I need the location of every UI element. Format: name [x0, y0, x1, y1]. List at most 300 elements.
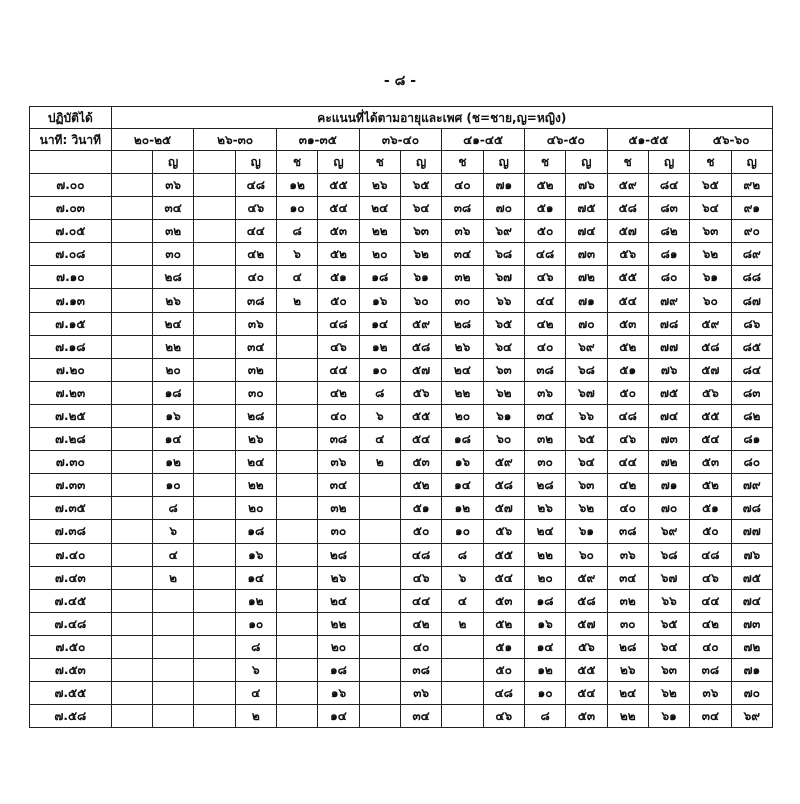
score-cell — [111, 635, 152, 658]
score-cell: ๕๑ — [524, 197, 565, 220]
score-cell: ๕๘ — [483, 474, 524, 497]
score-cell: ๗๖ — [648, 358, 689, 381]
time-cell: ๗.๕๘ — [30, 705, 112, 728]
score-cell: ๗๗ — [648, 335, 689, 358]
score-cell: ๕๙ — [607, 174, 648, 197]
sex-label: ช — [690, 151, 731, 174]
score-cell: ๕๒ — [690, 474, 731, 497]
score-cell: ๔๘ — [524, 243, 565, 266]
score-cell: ๑๐ — [442, 520, 483, 543]
table-row — [30, 289, 773, 312]
score-cell: ๗๑ — [566, 289, 607, 312]
score-cell — [194, 428, 235, 451]
score-cell — [152, 682, 193, 705]
age-group-header: ๔๑-๔๕ — [442, 129, 525, 151]
score-cell: ๒ — [276, 289, 317, 312]
time-cell: ๗.๐๘ — [30, 243, 112, 266]
score-cell: ๓๐ — [524, 451, 565, 474]
score-cell — [276, 612, 317, 635]
table-row — [30, 197, 773, 220]
score-cell: ๓๒ — [318, 497, 359, 520]
score-cell — [276, 404, 317, 427]
score-cell — [152, 705, 193, 728]
score-cell: ๔๐ — [690, 635, 731, 658]
score-cell: ๖๔ — [400, 197, 441, 220]
score-cell — [442, 658, 483, 681]
score-cell: ๗๑ — [731, 658, 772, 681]
score-cell: ๗๑ — [648, 474, 689, 497]
score-cell: ๔๐ — [442, 174, 483, 197]
score-cell: ๒๐ — [359, 243, 400, 266]
score-cell: ๖๑ — [566, 520, 607, 543]
score-cell: ๒๔ — [524, 520, 565, 543]
score-cell: ๗๙ — [648, 289, 689, 312]
score-cell — [359, 658, 400, 681]
score-cell: ๘๔ — [648, 174, 689, 197]
score-cell: ๒๘ — [235, 404, 276, 427]
score-cell — [194, 497, 235, 520]
score-cell: ๒๖ — [442, 335, 483, 358]
score-cell: ๗๖ — [566, 174, 607, 197]
sex-label — [194, 151, 235, 174]
score-cell — [194, 566, 235, 589]
score-cell: ๗๐ — [483, 197, 524, 220]
score-cell: ๘๕ — [731, 335, 772, 358]
score-cell: ๖๕ — [400, 174, 441, 197]
score-cell: ๑๐ — [276, 197, 317, 220]
score-cell: ๖๔ — [566, 451, 607, 474]
score-cell: ๖๑ — [690, 266, 731, 289]
score-cell: ๔๒ — [690, 612, 731, 635]
score-cell: ๔๐ — [524, 335, 565, 358]
score-cell: ๔๖ — [318, 335, 359, 358]
score-cell: ๕๓ — [318, 220, 359, 243]
table-row — [30, 658, 773, 681]
score-cell — [111, 451, 152, 474]
table-title: คะแนนที่ได้ตามอายุและเพศ (ช=ชาย,ญ=หญิง) — [111, 107, 772, 129]
score-cell: ๗๓ — [566, 243, 607, 266]
score-cell: ๒๔ — [318, 589, 359, 612]
score-cell: ๕๔ — [318, 197, 359, 220]
score-cell: ๓๖ — [235, 312, 276, 335]
score-cell: ๒๘ — [442, 312, 483, 335]
score-cell: ๓๐ — [152, 243, 193, 266]
score-cell: ๓๖ — [442, 220, 483, 243]
score-cell: ๕๙ — [690, 312, 731, 335]
score-cell: ๔ — [359, 428, 400, 451]
score-cell: ๒๐ — [524, 566, 565, 589]
score-cell: ๓๖ — [318, 451, 359, 474]
score-cell: ๑๘ — [235, 520, 276, 543]
score-cell: ๖๙ — [483, 220, 524, 243]
score-cell: ๒๖ — [359, 174, 400, 197]
score-cell: ๒๒ — [318, 612, 359, 635]
score-cell: ๑๘ — [359, 266, 400, 289]
score-cell — [194, 658, 235, 681]
score-cell: ๖๘ — [483, 243, 524, 266]
score-cell: ๑๖ — [318, 682, 359, 705]
score-cell: ๕๐ — [690, 520, 731, 543]
score-cell: ๑๔ — [442, 474, 483, 497]
score-cell: ๕๓ — [483, 589, 524, 612]
score-cell: ๕๑ — [483, 635, 524, 658]
score-cell: ๒๔ — [359, 197, 400, 220]
score-cell: ๕๒ — [607, 335, 648, 358]
score-cell: ๔๒ — [318, 381, 359, 404]
score-cell: ๕๒ — [318, 243, 359, 266]
score-cell: ๘๐ — [731, 451, 772, 474]
score-cell: ๒๘ — [607, 635, 648, 658]
score-cell: ๘ — [152, 497, 193, 520]
time-cell: ๗.๑๓ — [30, 289, 112, 312]
score-cell — [194, 312, 235, 335]
score-cell: ๖๕ — [648, 612, 689, 635]
score-cell: ๒๔ — [442, 358, 483, 381]
score-cell — [111, 335, 152, 358]
score-cell: ๕๔ — [690, 428, 731, 451]
table-row — [30, 381, 773, 404]
score-cell — [276, 312, 317, 335]
score-cell: ๕๘ — [566, 589, 607, 612]
score-cell: ๓๔ — [318, 474, 359, 497]
score-cell: ๑๒ — [152, 451, 193, 474]
score-cell: ๖๐ — [400, 289, 441, 312]
score-cell — [276, 358, 317, 381]
score-cell: ๓๐ — [318, 520, 359, 543]
score-cell: ๕๑ — [318, 266, 359, 289]
score-cell: ๑๐ — [235, 612, 276, 635]
score-cell: ๕๘ — [400, 335, 441, 358]
score-cell: ๔๖ — [235, 197, 276, 220]
score-cell: ๒ — [442, 612, 483, 635]
table-row — [30, 543, 773, 566]
score-cell: ๓๐ — [235, 381, 276, 404]
score-cell: ๒๖ — [607, 658, 648, 681]
score-cell: ๕๒ — [483, 612, 524, 635]
score-cell: ๔๘ — [318, 312, 359, 335]
table-row — [30, 174, 773, 197]
score-cell — [111, 197, 152, 220]
score-cell: ๕๓ — [400, 451, 441, 474]
score-cell — [276, 705, 317, 728]
score-cell: ๖๓ — [566, 474, 607, 497]
score-cell — [152, 658, 193, 681]
score-cell: ๔๖ — [690, 566, 731, 589]
score-cell: ๒๒ — [524, 543, 565, 566]
time-cell: ๗.๕๐ — [30, 635, 112, 658]
score-cell: ๙๐ — [731, 220, 772, 243]
score-cell — [359, 612, 400, 635]
score-cell: ๕๙ — [483, 451, 524, 474]
score-cell: ๕๐ — [318, 289, 359, 312]
table-row — [30, 358, 773, 381]
score-cell: ๓๒ — [235, 358, 276, 381]
score-cell — [111, 220, 152, 243]
sex-label: ญ — [152, 151, 193, 174]
score-cell: ๓๒ — [442, 266, 483, 289]
score-cell — [111, 289, 152, 312]
score-cell: ๒ — [152, 566, 193, 589]
score-cell: ๘๘ — [731, 266, 772, 289]
score-cell: ๔๐ — [607, 497, 648, 520]
score-cell: ๓๘ — [400, 658, 441, 681]
time-cell: ๗.๑๕ — [30, 312, 112, 335]
score-cell: ๔๘ — [690, 543, 731, 566]
score-cell — [111, 682, 152, 705]
score-cell: ๒๐ — [442, 404, 483, 427]
score-cell: ๖๖ — [566, 404, 607, 427]
table-body — [30, 174, 773, 728]
score-cell: ๑๖ — [359, 289, 400, 312]
score-cell: ๘ — [442, 543, 483, 566]
score-cell: ๘ — [359, 381, 400, 404]
score-cell — [194, 381, 235, 404]
table-row — [30, 451, 773, 474]
score-cell: ๖๘ — [648, 543, 689, 566]
score-cell: ๔ — [152, 543, 193, 566]
score-cell: ๘๙ — [731, 243, 772, 266]
table-row — [30, 612, 773, 635]
score-cell: ๕๒ — [524, 174, 565, 197]
score-cell: ๑๘ — [318, 658, 359, 681]
score-cell — [194, 174, 235, 197]
score-cell — [194, 197, 235, 220]
score-cell — [276, 335, 317, 358]
score-cell: ๖๒ — [648, 682, 689, 705]
score-cell: ๕๔ — [400, 428, 441, 451]
score-cell — [359, 497, 400, 520]
score-cell: ๔๘ — [607, 404, 648, 427]
time-cell: ๗.๓๘ — [30, 520, 112, 543]
time-cell: ๗.๔๐ — [30, 543, 112, 566]
score-cell: ๙๒ — [731, 174, 772, 197]
score-cell — [194, 289, 235, 312]
score-cell: ๔๖ — [524, 266, 565, 289]
score-cell: ๔๖ — [483, 705, 524, 728]
score-cell: ๘๐ — [648, 266, 689, 289]
score-cell: ๕๓ — [607, 312, 648, 335]
score-cell: ๖๙ — [566, 335, 607, 358]
time-cell: ๗.๓๓ — [30, 474, 112, 497]
score-cell — [442, 682, 483, 705]
score-cell: ๑๖ — [152, 404, 193, 427]
score-cell — [111, 543, 152, 566]
score-cell — [276, 566, 317, 589]
score-cell: ๓๔ — [152, 197, 193, 220]
age-group-header: ๓๑-๓๕ — [276, 129, 359, 151]
score-cell: ๖๙ — [648, 520, 689, 543]
score-cell: ๓๘ — [690, 658, 731, 681]
score-cell: ๑๔ — [235, 566, 276, 589]
score-cell: ๓๔ — [442, 243, 483, 266]
score-cell: ๑๒ — [442, 497, 483, 520]
table-row — [30, 705, 773, 728]
score-cell: ๖๑ — [400, 266, 441, 289]
score-cell — [194, 589, 235, 612]
score-cell: ๔ — [276, 266, 317, 289]
score-cell: ๖๗ — [483, 266, 524, 289]
time-cell: ๗.๕๓ — [30, 658, 112, 681]
score-cell: ๕๖ — [566, 635, 607, 658]
sex-label: ช — [524, 151, 565, 174]
score-cell: ๕๕ — [400, 404, 441, 427]
score-cell: ๕๒ — [400, 474, 441, 497]
table-row — [30, 589, 773, 612]
sex-label: ญ — [318, 151, 359, 174]
sex-label: ช — [359, 151, 400, 174]
time-cell: ๗.๓๐ — [30, 451, 112, 474]
score-cell: ๑๖ — [524, 612, 565, 635]
score-cell: ๗๐ — [648, 497, 689, 520]
score-cell: ๖๒ — [400, 243, 441, 266]
score-cell: ๕๓ — [566, 705, 607, 728]
header-row-age-groups — [30, 129, 773, 151]
sex-label: ญ — [731, 151, 772, 174]
sex-label: ญ — [566, 151, 607, 174]
score-cell — [276, 428, 317, 451]
score-cell: ๓๘ — [442, 197, 483, 220]
sex-label: ญ — [483, 151, 524, 174]
score-cell: ๑๒ — [276, 174, 317, 197]
score-cell: ๕๕ — [483, 543, 524, 566]
table-row — [30, 474, 773, 497]
score-cell — [111, 381, 152, 404]
age-group-header: ๒๖-๓๐ — [194, 129, 277, 151]
score-cell — [359, 635, 400, 658]
score-cell: ๓๖ — [400, 682, 441, 705]
score-cell: ๖ — [152, 520, 193, 543]
score-table — [29, 106, 773, 728]
score-cell: ๕๗ — [607, 220, 648, 243]
score-cell: ๒๘ — [318, 543, 359, 566]
score-cell — [152, 635, 193, 658]
score-cell: ๗๔ — [566, 220, 607, 243]
table-row — [30, 404, 773, 427]
age-group-header: ๔๖-๕๐ — [524, 129, 607, 151]
score-cell — [194, 220, 235, 243]
time-cell: ๗.๒๕ — [30, 404, 112, 427]
score-cell: ๕๗ — [483, 497, 524, 520]
score-cell: ๖๓ — [648, 658, 689, 681]
score-cell: ๗๗ — [731, 520, 772, 543]
score-cell: ๘๔ — [731, 358, 772, 381]
score-cell: ๗๔ — [731, 589, 772, 612]
score-cell: ๖๔ — [483, 335, 524, 358]
score-cell: ๘ — [276, 220, 317, 243]
score-cell: ๖๒ — [483, 381, 524, 404]
table-row — [30, 566, 773, 589]
sex-label: ช — [442, 151, 483, 174]
score-cell — [442, 635, 483, 658]
score-cell: ๒๒ — [607, 705, 648, 728]
score-cell: ๓๔ — [690, 705, 731, 728]
score-cell: ๕๖ — [483, 520, 524, 543]
score-cell: ๓๒ — [607, 589, 648, 612]
table-row — [30, 635, 773, 658]
score-cell: ๓๐ — [607, 612, 648, 635]
score-cell: ๒๘ — [524, 474, 565, 497]
score-cell — [276, 589, 317, 612]
score-cell: ๗๘ — [648, 312, 689, 335]
age-group-header: ๓๖-๔๐ — [359, 129, 442, 151]
score-cell: ๖๕ — [566, 428, 607, 451]
score-cell — [276, 520, 317, 543]
score-cell: ๕๑ — [400, 497, 441, 520]
score-cell: ๓๘ — [524, 358, 565, 381]
score-cell: ๘๓ — [731, 381, 772, 404]
score-cell — [194, 705, 235, 728]
score-cell: ๒ — [359, 451, 400, 474]
score-cell — [111, 520, 152, 543]
score-cell: ๕๘ — [690, 335, 731, 358]
score-cell — [194, 335, 235, 358]
sex-header-blank — [30, 151, 112, 174]
header-row-sex — [30, 151, 773, 174]
score-cell: ๘๑ — [648, 243, 689, 266]
score-cell — [111, 428, 152, 451]
score-cell — [359, 589, 400, 612]
score-cell: ๑๐ — [152, 474, 193, 497]
time-header: นาที: วินาที — [30, 129, 112, 151]
score-cell — [111, 312, 152, 335]
score-cell: ๒๖ — [235, 428, 276, 451]
time-cell: ๗.๒๓ — [30, 381, 112, 404]
score-cell: ๖ — [235, 658, 276, 681]
score-cell: ๕๑ — [690, 497, 731, 520]
score-cell: ๑๖ — [235, 543, 276, 566]
score-cell: ๔๒ — [235, 243, 276, 266]
sex-label: ญ — [400, 151, 441, 174]
score-cell: ๔๖ — [607, 428, 648, 451]
score-cell — [194, 404, 235, 427]
score-cell: ๕๘ — [607, 197, 648, 220]
score-cell: ๖๓ — [690, 220, 731, 243]
score-cell: ๕๑ — [607, 358, 648, 381]
score-cell: ๖๖ — [483, 289, 524, 312]
table-row — [30, 497, 773, 520]
score-cell — [111, 566, 152, 589]
score-cell: ๖๖ — [648, 589, 689, 612]
score-cell — [276, 474, 317, 497]
score-cell: ๙๑ — [731, 197, 772, 220]
score-cell: ๖๐ — [690, 289, 731, 312]
score-cell: ๓๔ — [524, 404, 565, 427]
time-cell: ๗.๐๓ — [30, 197, 112, 220]
score-cell: ๗๕ — [731, 566, 772, 589]
score-cell: ๔๔ — [318, 358, 359, 381]
score-cell — [359, 520, 400, 543]
score-cell: ๑๔ — [152, 428, 193, 451]
time-cell: ๗.๒๘ — [30, 428, 112, 451]
score-cell: ๘๗ — [731, 289, 772, 312]
age-group-header: ๕๖-๖๐ — [690, 129, 773, 151]
score-cell — [111, 474, 152, 497]
score-cell: ๖๗ — [648, 566, 689, 589]
score-cell — [152, 589, 193, 612]
score-cell — [194, 520, 235, 543]
score-cell: ๓๘ — [235, 289, 276, 312]
score-cell — [194, 682, 235, 705]
score-cell: ๒ — [235, 705, 276, 728]
score-cell: ๖๐ — [483, 428, 524, 451]
score-cell: ๔๔ — [524, 289, 565, 312]
score-cell: ๓๖ — [152, 174, 193, 197]
score-cell: ๑๒ — [359, 335, 400, 358]
score-cell — [276, 635, 317, 658]
score-cell: ๑๒ — [524, 658, 565, 681]
score-cell — [111, 612, 152, 635]
score-cell — [194, 266, 235, 289]
